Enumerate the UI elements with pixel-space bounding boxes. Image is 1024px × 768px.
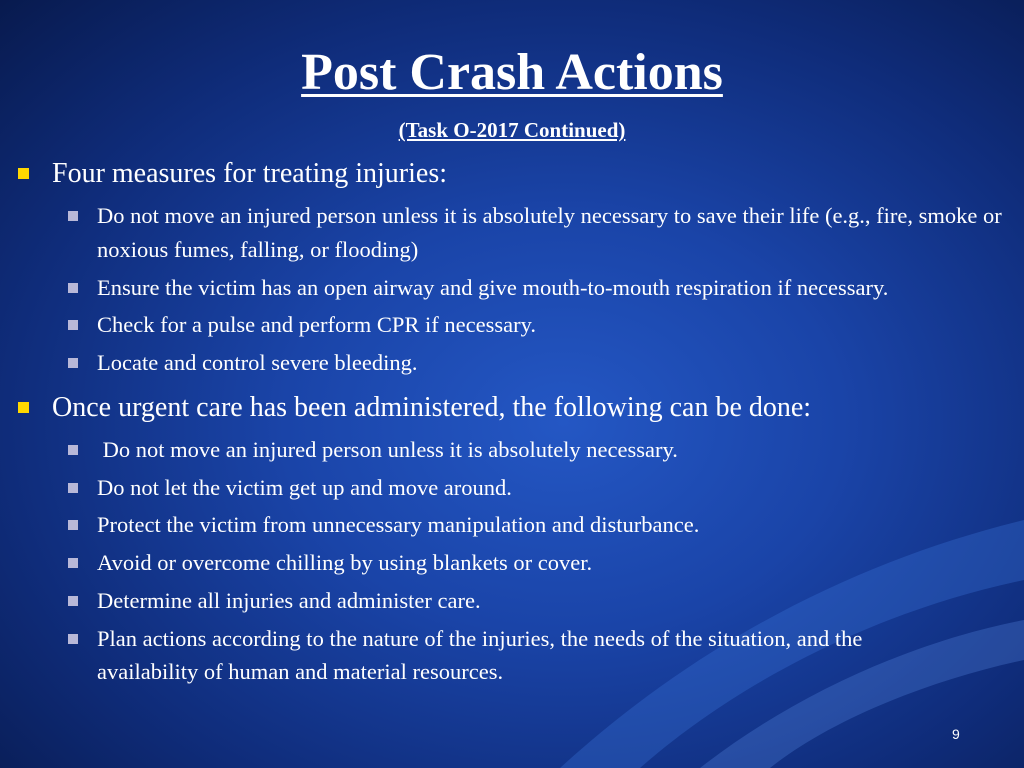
list-item (16, 584, 1006, 618)
slide-title: Post Crash Actions (301, 44, 723, 101)
list-item (16, 508, 1006, 542)
list-item (16, 546, 1006, 580)
list-item-text: Do not let the victim get up and move around. (97, 474, 512, 500)
slide-content (16, 156, 1006, 693)
list-item (16, 471, 1006, 505)
list-item (16, 199, 1006, 267)
square-bullet-icon (68, 558, 78, 568)
square-bullet-icon (68, 520, 78, 530)
list-item (16, 308, 1006, 342)
square-bullet-icon (68, 445, 78, 455)
section-heading (16, 390, 1006, 425)
square-bullet-icon (68, 596, 78, 606)
square-bullet-icon (18, 168, 29, 179)
list-item-text: Avoid or overcome chilling by using blankets or cover. (97, 550, 593, 575)
page-number: 9 (952, 726, 960, 742)
list-item-text: Do not move an injured person unless it is absolutely necessary. (97, 436, 678, 462)
list-item-text: Locate and control severe bleeding. (97, 350, 418, 375)
list-item-text: Plan actions according to the nature of the injuries, the needs of the situation, and the availability of human and material resources. (97, 625, 863, 685)
list-item (16, 346, 1006, 380)
square-bullet-icon (68, 211, 78, 221)
list-item-text: Ensure the victim has an open airway and give mouth-to-mouth respiration if necessary. (97, 274, 889, 300)
section-heading (16, 156, 1006, 191)
square-bullet-icon (68, 483, 78, 493)
slide-subtitle: (Task O-2017 Continued) (398, 118, 626, 142)
list-item-text: Check for a pulse and perform CPR if necessary. (97, 312, 537, 338)
list-item-text: Do not move an injured person unless it is absolutely necessary to save their life (e.g., fire, smoke or noxious fumes, falling, or flooding) (97, 203, 1002, 262)
list-item (16, 622, 1006, 690)
section-heading-text: Four measures for treating injuries: (52, 158, 448, 189)
square-bullet-icon (18, 402, 29, 413)
section-after-urgent-care (16, 390, 1006, 689)
section-heading-text: Once urgent care has been administered, the following can be done: (52, 391, 812, 423)
list-item (16, 433, 1006, 467)
list-item-text: Protect the victim from unnecessary manipulation and disturbance. (97, 512, 700, 538)
square-bullet-icon (68, 320, 78, 330)
section-treating-injuries (16, 156, 1006, 380)
square-bullet-icon (68, 358, 78, 368)
square-bullet-icon (68, 634, 78, 644)
square-bullet-icon (68, 283, 78, 293)
list-item (16, 271, 1006, 305)
list-item-text: Determine all injuries and administer care. (97, 587, 481, 613)
